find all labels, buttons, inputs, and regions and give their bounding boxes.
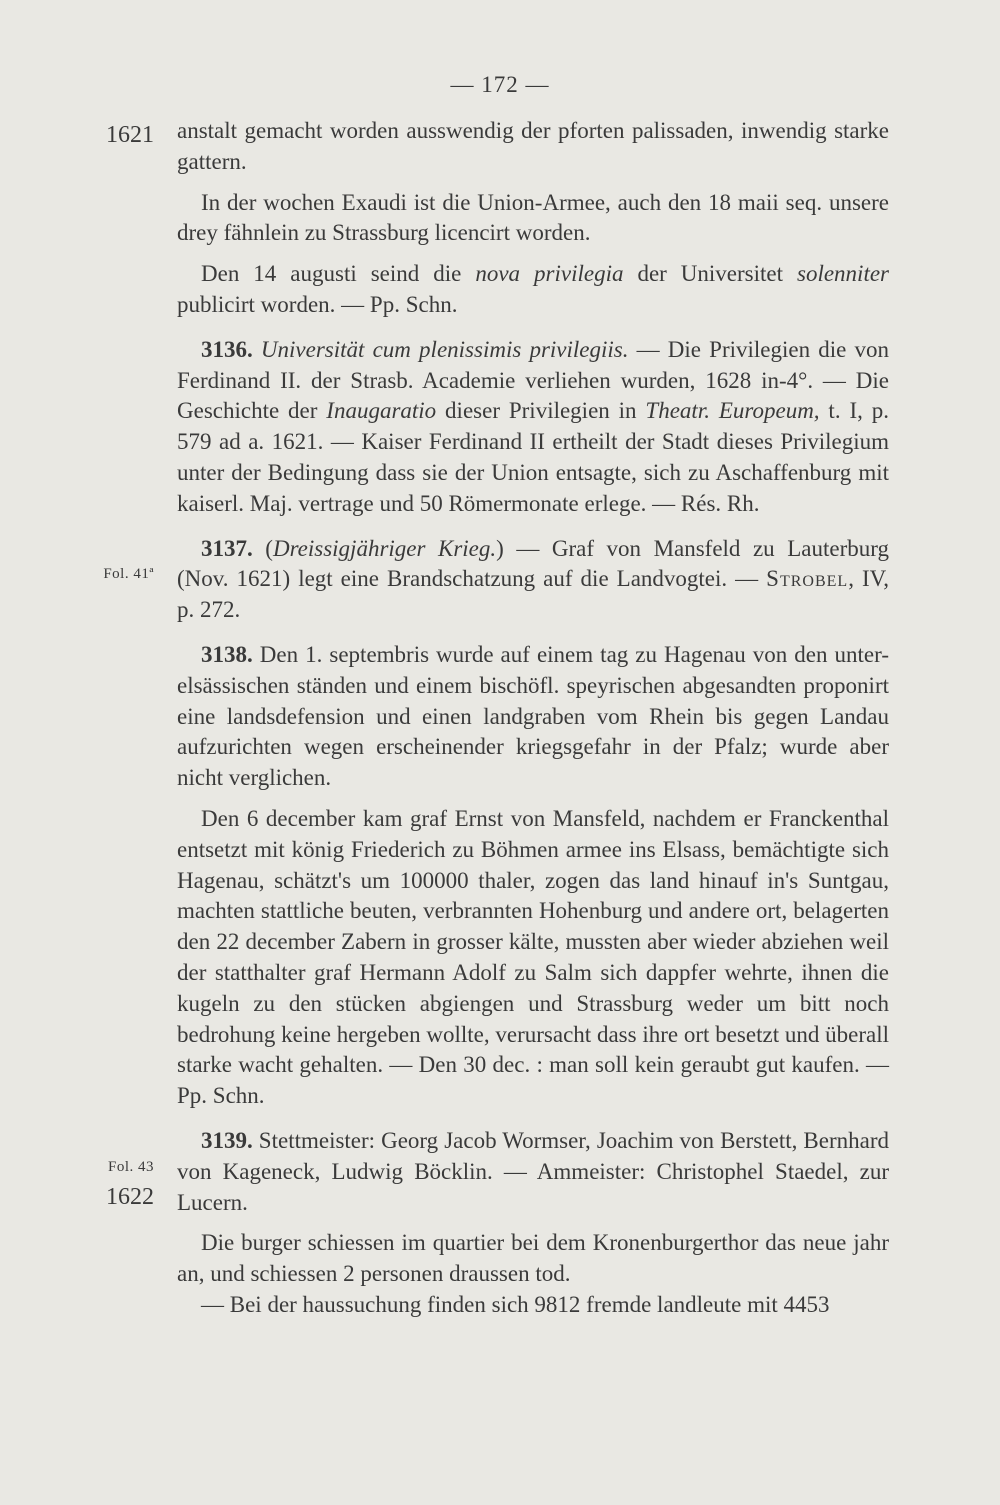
entry-number: 3137. [201, 535, 253, 561]
paragraph-haussuchung: — Bei der haussuchung finden sich 9812 fremde landleute mit 4453 [201, 1291, 830, 1317]
entry-3139: 3139. Stettmeister: Georg Jacob Wormser, Joachim von Berstett, Bernhard von Kageneck, Ludwig Böcklin. — Ammeister: Christophel Staedel, zur Lucern. [177, 1127, 889, 1215]
entry-3137: 3137. (Dreissigjähriger Krieg.) — Graf von Mansfeld zu Lauterburg (Nov. 1621) legt eine Brandschatzung auf die Landvogtei. — Strobel, IV, p. 272. [177, 535, 889, 623]
entry-3138: 3138. Den 1. septembris wurde auf einem tag zu Hagenau von den unter-elsässischen ständen und einem bischöfl. speyrischen abgesandten proponirt eine landsdefension und einen landgraben vom Rhein bis gegen Landau aufzurichten wegen erscheinender kriegsgefahr in der Pfalz; wurde aber nicht verglichen. [177, 641, 889, 791]
paragraph-burger: Die burger schiessen im quartier bei dem Kronenburgerthor das neue jahr an, und schiessen 2 personen draussen tod. [177, 1230, 889, 1287]
margin-year-1622: 1622 [106, 1184, 154, 1210]
paragraph-mansfeld: Den 6 december kam graf Ernst von Mansfeld, nachdem er Franckenthal entsetzt mit könig Friederich zu Böhmen armee ins Elsass, bemächtigte sich Hagenau, schätzt's um 100000 thaler, zogen das land hinauf in's Suntgau, machten stattliche beuten, verbrannten Hohenburg und andere ort, belagerten den 22 december Zabern in grosser kälte, mussten aber wieder abziehen weil der statthalter graf Hermann Adolf zu Salm sich dappfer wehrte, ihnen die kugeln zu den stücken abgiengen und Strassburg weder um bitt noch bedrohung keine hergeben wollte, verursacht dass ihre ort besetzt und überall starke wacht gehalten. — Den 30 dec. : man soll kein geraubt gut kaufen. — Pp. Schn. [177, 805, 889, 1109]
margin-folio-43: Fol. 43 [107, 1159, 154, 1175]
entry-number: 3138. [201, 641, 253, 667]
page-number: — 172 — [450, 72, 550, 97]
entry-number: 3139. [201, 1127, 253, 1153]
entry-number: 3136. [201, 336, 253, 362]
paragraph-privilegia: Den 14 augusti seind die nova privilegia der Universitet solenniter publicirt worden. — Pp. Schn. [177, 261, 889, 317]
body-text [177, 116, 889, 1321]
paragraph-exaudi: In der wochen Exaudi ist die Union-Armee, auch den 18 maii seq. unsere drey fähnlein zu Strassburg licencirt worden. [177, 189, 889, 246]
entry-3136: 3136. Universität cum plenissimis privilegiis. — Die Privilegien die von Ferdinand II. der Strasb. Academie verliehen wurden, 1628 in-4°. — Die Geschichte der Inaugaratio dieser Privilegien in Theatr. Europeum, t. I, p. 579 ad a. 1621. — Kaiser Ferdinand II ertheilt der Stadt dieses Privilegium unter der Bedingung dass sie der Union entsagte, sich zu Aschaffenburg mit kaiserl. Maj. vertrage und 50 Römermonate erlege. — Rés. Rh. [177, 336, 890, 516]
paragraph-palissaden: anstalt gemacht worden ausswendig der pforten palissaden, inwendig starke gattern. [177, 118, 889, 174]
margin-year-1621: 1621 [106, 122, 154, 148]
margin-folio-41a: Fol. 41ª [103, 566, 154, 582]
